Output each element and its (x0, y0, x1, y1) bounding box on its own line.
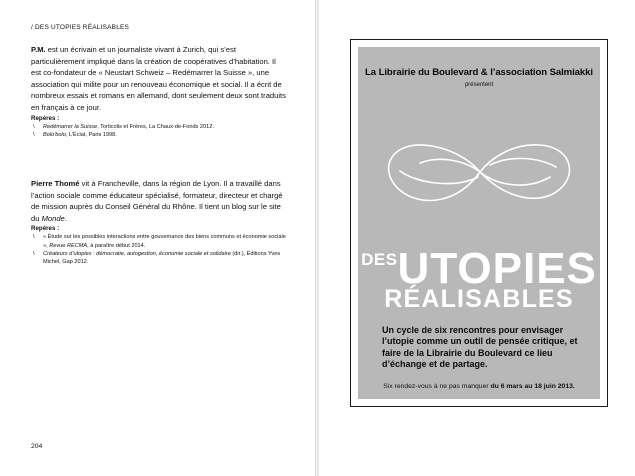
reference-item (31, 250, 286, 266)
poster-title-line-2: RÉALISABLES (384, 285, 574, 313)
poster-header: La Librairie du Boulevard & l’association Salmiakki (365, 67, 593, 78)
bio-pm (31, 44, 286, 139)
reference-item (31, 233, 286, 249)
poster-title-line-1 (358, 238, 600, 291)
poster-footer (358, 383, 600, 390)
reference-prefix: « Étude sur les possibles interactions entre gouvernance des biens communs et économie sociale », (43, 234, 286, 249)
bio-thome-text (31, 178, 286, 224)
right-page (319, 0, 635, 476)
reference-details: , L’Éclat, Paris 1998. (65, 131, 117, 138)
poster-title-small: DES (361, 250, 398, 269)
page-number: 204 (31, 443, 43, 450)
reference-item (31, 123, 286, 131)
bio-thome (31, 178, 286, 266)
poster-title-big: UTOPIES (397, 244, 597, 293)
reference-title: Bolo'bolo (43, 131, 66, 138)
reference-title: Revue RECMA (49, 242, 88, 249)
reference-details: , Torticolis et Frères, La Chaux-de-Fonds 2012. (97, 123, 214, 130)
bio-thome-body-italic: Monde (41, 213, 65, 223)
bio-pm-body: est un écrivain et un journaliste vivant à Zurich, qui s’est particulièrement impliqué dans la création de coopératives d’habitation. Il est co-fondateur de « Neustart Schweiz – Redémarrer la Suisse », une association qui milite pour un renouveau économique et social. Il a écrit de nombreux essais et romans en allemand, dont seulement deux sont traduits en français à ce jour. (31, 45, 286, 112)
poster-description: Un cycle de six rencontres pour envisager l’utopie comme un outil de pensée critique, et faire de la Librairie du Boulevard ce lieu d’échange et de partage. (382, 325, 578, 369)
reference-marker: \ (33, 250, 35, 257)
reference-title: Redémarrer la Suisse (43, 123, 98, 130)
poster (358, 47, 600, 399)
running-head-title: DES UTOPIES RÉALISABLES (35, 24, 130, 31)
bio-pm-name: P.M. (31, 45, 46, 54)
bio-thome-name: Pierre Thomé (31, 179, 80, 188)
poster-presenting: présentent (464, 82, 494, 88)
infinity-loop-icon (380, 127, 580, 217)
bio-thome-refs-title: Repères : (31, 225, 60, 233)
bio-pm-refs-title: Repères : (31, 114, 60, 122)
running-head-slash: / (31, 24, 34, 31)
reference-title: Créateurs d’utopies : démocratie, autogestion, économie sociale et solidaire (43, 250, 231, 257)
bio-thome-refs (31, 233, 286, 266)
reference-details: (dir.), Éditions Yves Michel, Gap 2012. (43, 250, 281, 265)
reference-marker: \ (33, 123, 35, 130)
bio-pm-text (31, 44, 286, 114)
poster-footer-dates: du 6 mars au 18 juin 2013. (490, 383, 575, 390)
bio-thome-body: vit à Francheville, dans la région de Lyon. Il a travaillé dans l’action sociale comme éducateur spécialisé, formateur, directeur et chargé de mission auprès du Conseil Général du Rhône. Il tient un blog sur le site du (31, 179, 283, 223)
poster-frame (350, 39, 608, 407)
running-head (31, 24, 129, 31)
reference-marker: \ (33, 234, 35, 241)
left-page (0, 0, 315, 476)
bio-pm-refs (31, 123, 286, 139)
bio-thome-body-end: . (64, 213, 67, 223)
reference-marker: \ (33, 131, 35, 138)
poster-footer-text: Six rendez-vous à ne pas manquer (383, 383, 491, 390)
reference-item (31, 131, 286, 139)
reference-details: , à paraître début 2014. (87, 242, 146, 249)
